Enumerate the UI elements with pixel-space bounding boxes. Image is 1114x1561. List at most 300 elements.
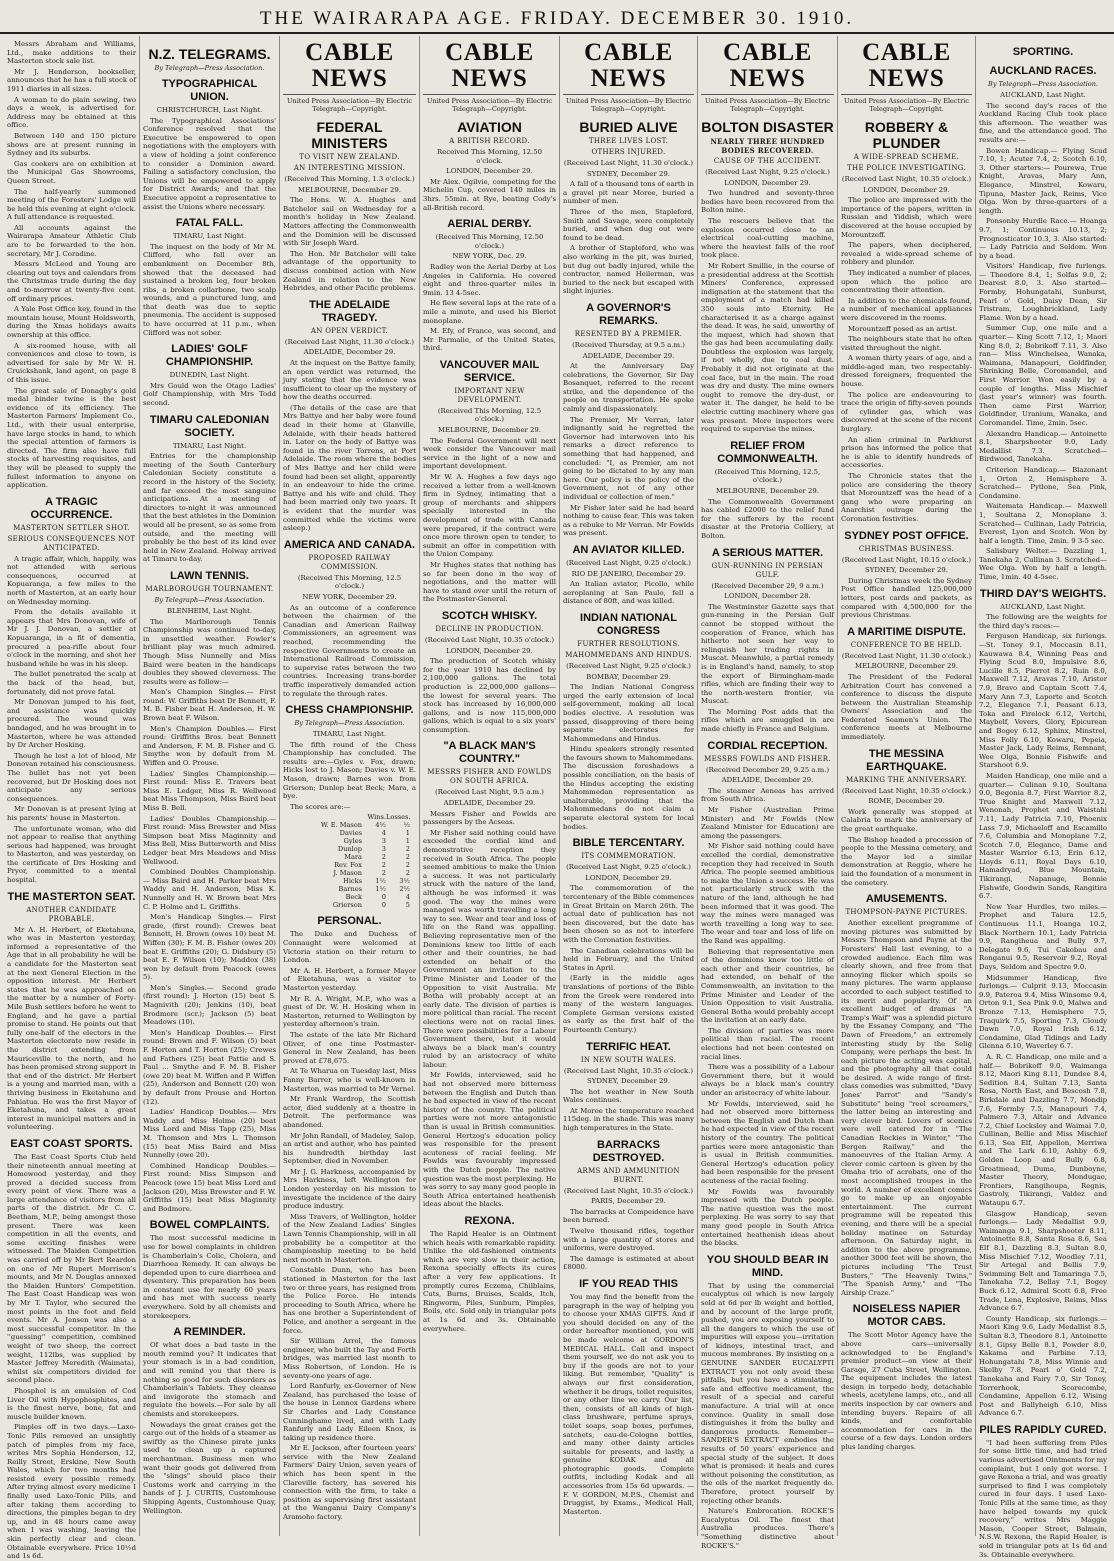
paragraph: Pimples off in two days.—Laxo-Tonic Pills removed an unsightly patch of pimples from my face, writes Mrs Sophia Henderson, 12, Reilly Street, Erskine, New South Wales, which for two months had resisted every possible remedy. After trying almost every medicine I finally used Laxo-Tonic Pills, and after taking them according to directions, the pimples began to dry up, and in 48 hours came away when I was washing, leaving the skin perfectly clear and clean. Obtainable everywhere. Price 10½d and 1s 6d. [7,1423,136,1561]
paragraph-group [841,175,972,524]
paragraph: All accounts against the Wairarapa Amateur Athletic Club are to be forwarded to the hon. secretary, Mr J. Coradine. [7,223,136,258]
paragraph: (Received Last Night, 10.15 o'clock.) [841,555,972,564]
paragraph: A brother of Stapleford, who was also working in the pit, was buried, but dug out badly injured, while the contractor, named Heilerman, was buried to the neck but escaped with slight injuries. [563,244,694,296]
paragraph: Ladies' Doubles Championship.— First round: Miss Brewster and Miss Simpson beat Miss Maginnity and Miss Bell, Miss Butterworth and Miss Ledger beat Mrs Meadows and Miss Wellwood. [143,814,276,866]
paragraph: Bowen Handicap.— Flying Scud 7.10, 1; Acuter 7.4, 2; Scotch 6.10, 3. Other starters:— Pourewa, True Knight, Aravas, Mary Ann, Elegance, Minstrel, Kowaru, Tipuna, Master Jack, Reims, Vice Olga. Won by three-quarters of a length. [979,146,1107,215]
paragraph: LONDON, December 29. [863,185,950,194]
paragraph: The division of parties was more political than racial. The recent elections had not been contested on racial lines. [701,1026,834,1061]
paragraph: Though he lost a lot of blood, Mr Donovan retained his consciousness. The bullet has not yet been recovered, but Dr Hosking does not anticipate any serious consequences. [7,751,136,803]
byline: United Press Association—By Electric Telegraph—Copyright. [844,97,969,113]
paragraph: Midsummer Handicap, five furlongs.— Culprit 9.13, Moccasin 9.9, Pateroa 9.4, Miss Winsome 9.4, Orton 9.1, Sea Pink 9.0, Malwa and Bronze 7.13, Hemisphere 7.5, Traquirk 7.5, Sporting 7.3, Cloudy Dawn 7.0, Royal Irish 6.12, Condamine, Glad Tidings and Lady Glenna 6.10, Waverley 6.7. [979,973,1107,1051]
paragraph: Morountzeff posed as an artist. [848,324,958,333]
headline: A TRAGIC OCCURRENCE. [30,495,113,521]
paragraph: A six-roomed house, with all conveniences and close to town, is advertised for sale by Mr W. H. Cruickshank, land agent, on page 8 of this issue. [7,341,136,384]
paragraph: (Received Last Night, 10.35 o'clock.) [841,175,972,183]
paragraph: DUNEDIN, Last Night. [169,371,250,380]
paragraph-group [979,1439,1107,1559]
byline: By Telegraph—Press Association. [294,719,405,728]
paragraph: Summer Cup, one mile and a quarter.— King Scott 7.12, 1; Maori King 8.0, 2; Bobrikoff 7.11, 3. Also ran— Miss Winchelsea, Wanaka, Waimana, Manapouri, Goldfinder, Shrinking Belle, Coromandel, and First Warrior. Won easily by a couple of lengths. Miss Mischief (last year's winner) was fourth. Then came First Warrior, Goldfinder, Uranium, Wanaka, and Coromandel. Time, 2min. 5sec. [979,324,1107,427]
paragraph: The steamer Aeneas has arrived from South Africa. [701,786,834,804]
paragraph-group [7,555,136,885]
paragraph: Messrs Abraham and Williams, Ltd., make additions to their Masterton stock sale list. [7,40,136,66]
paragraph: The Westminster Gazette says that gun-running in the Persian Gulf cannot be stopped without the cooperation of France, which has hitherto not seen her way to relinquish her trading rights in Muscat. Meanwhile, a partial remedy is in England's hand, namely, to stop the export of Birmingham-made rifles, which are finding their way to the north-western frontier, via Muscat. [701,602,834,706]
paragraph-group [701,582,834,734]
headline: AN AVIATOR KILLED. [572,543,685,556]
paragraph: (The details of the case are that Mrs Battye and her baby were found dead in their home at Glanville, Adelaide, with their heads battered in. Later on the body of Battye was found in the river Torrens, at Port Adelaide. The room where the bodies of Mrs Battye and her child were found had been set alight, apparently in an endeavour to hide the crime. Battye and his wife and child. They had been married only two years. It is evident that the murder was committed while the victims were asleep.) [283,403,416,533]
paragraph: The Canadian celebrations will be held in February, and the United States in April. [563,946,694,972]
paragraph: ADELAIDE, December 29. [721,776,814,785]
paragraph: Messrs McLeod and Young are clearing out toys and calendars from the Christmas trade during the day and to-morrow at twenty-five cent. off ordinary prices. [7,260,136,303]
paragraph: Three of the men, Stapleford, Smith and Savage, were completely buried, and when dug out were found to be dead. [563,207,694,242]
table-cell: 2 [381,869,386,878]
byline: By Telegraph—Press Association. [988,80,1098,88]
subheadline: DECLINE IN PRODUCTION. [435,624,544,633]
paragraph: The rescuers believe that the explosion occurred close to an electrical coal-cutting machine, where the heaviest falls of the roof took place. [701,216,834,260]
paragraph: ADELAIDE, December 29. [443,799,536,808]
paragraph: Mr John Randall, of Madeley, Salop, an artist and author, who has painted his hundredth birthday last September, died in November. [283,1131,416,1166]
paragraph: He flew several laps at the rate of a mile a minute, and used his Bleriot monoplane. [423,299,556,325]
paragraph: Ladies' Handicap Doubles.— Mrs Waddy and Miss Holme (20) beat Miss Lord and Miss Tapp (25), Miss M. Thomson and Mrs L. Thomson (15) beat Miss Baird and Miss Nunnelly (owe 20). [143,1108,276,1160]
paragraph-group [7,1153,136,1561]
headline: CORDIAL RECEPTION. [707,739,828,752]
paragraph: Miss Travers, of Wellington, holder of the New Zealand Ladies' Singles Lawn Tennis Championship, will in all probability be a competitor at the championship meeting to be held next month in Masterton. [283,1212,416,1264]
paragraph: Hindu speakers strongly resented the favours shown to Mahommedans. The discussion foreshadows a possible conciliation, on the basis of the Hindus accepting the existing Mahommedan representation as unalterable, providing that the Mahommedans do not claim a separate electoral system for local bodies. [563,745,694,831]
paragraph: Messrs Fisher and Fowlds are passengers by the Acseas. [423,809,556,827]
table-row [289,861,410,869]
paragraph: Believing that representative men of the dominions knew too little of each other and their countries, he had extended, on behalf of the Commonwealth, an invitation to the Prime Minister and Leader of the Union Opposition to visit Australia. General Botha would probably accept the invitation at an early date. [701,947,834,1025]
paragraph: MELBOURNE, December 29. [855,662,958,671]
paragraph: (Received This Morning, 12.5, o'clock.) [714,467,821,485]
paragraph: The President of the Federal Arbitration Court has convened a conference to discuss the dispute between the Australian Steamship Owners' Association and the Federated Seamen's Union. The conference meets at Melbourne immediately. [841,672,972,742]
paragraph-group [563,1293,694,1516]
paragraph: The Scott Motor Agency have the above cars—universally acknowledged to be England's premier product—on view at their Garage, 27 Cuba Street, Wellington. The equipment includes the latest design in torpedo body, detachable wheels, acetylene lamps, etc., and all merits inspection by car owners and intending buyers. Repairs of all kinds, and comfortable accommodation for cars in the course of a few days. London orders plus landing charges. [841,1331,972,1452]
paragraph-group [979,91,1107,582]
table-cell: 2 [381,861,386,870]
table-cell: 1½ [375,877,386,886]
paragraph: The Marlborough Tennis Championship was continued to-day, in unsettled weather. Fowler's brilliant play was much admired. Though Miss Nunnelly and Miss Baird were beaten in the handicaps doubles they showed cleverness. The results were as follow:— [143,617,276,686]
paragraph-group [979,603,1107,1418]
headline: TERRIFIC HEAT. [586,1040,671,1053]
table-row [289,893,410,901]
headline: IF YOU READ THIS [579,1278,678,1290]
section-title: CABLE NEWS [841,40,972,95]
paragraph: Mr Fisher (Australian Prime Minister) and Mr Fowlds (New Zealand Minister for Education) are among the passengers. [701,806,834,840]
paragraph: The Rapid Healer is an Ointment which heals with remarkable rapidity. Unlike the old-fashioned ointments which are very slow in their action, Rexona specially effects its cures after a very few applications. It promptly cures Eczema, Chilblains, Cuts, Burns, Bruises, Scalds, Itch, Ringworm, Piles, Sunburn, Pimples, Boils, etc. Sold only in triangular pots at 1s 6d and 3s. Obtainable everywhere. [423,1229,556,1333]
subheadline: THREE LIVES LOST. [588,137,669,145]
paragraph: A woman to do plain sewing, two days a week, is advertised for. Address may be obtained at this office. [7,95,136,130]
headline: EAST COAST SPORTS. [10,1137,133,1150]
paragraph: (Received Last Night, 10.35 o'clock.) [841,786,972,795]
paragraph: Entries for the championship meeting of the South Canterbury Caledonian Society constitute a record in the history of the Society, and far exceed the most sanguine anticipations. At a meeting of directors to-night it was announced that the best athletes in the Dominion would all be present, so as some from outside, and the meeting will probably be the best of its kind ever held in New Zealand. Holway arrived at Timaru to-day. [143,452,276,564]
paragraph: Two hundred and seventy-three bodies have been recovered from the Bolton mine. [701,189,834,215]
paragraph: Another excellent programme of moving pictures was submitted by Messrs Thompson and Payne at the Foresters' Hall last evening, to a crowded audience. Each film was clearly shown, and free from that annoying flicker which spoils so many pictures. The warm applause accorded to each subject testified to its merit and popularity. Of an excellent budget of dramas "A Tramp's Waif" was a splendid picture by the Essanay Company, and "The Dawn of Freedom," an extremely interesting study by the Selig Company, were perhaps the best. In each picture the acting was capital, and the photography all that could be desired. A wide range of first-class comedies was submitted, "Davy Jones' Parrot" and "Sandy's Substitute" being "reel screamers," the latter being an interesting and very clever bird. Lovers of scenics were well catered for in "The Canadian Rockies in Winter," "The Bergen Railway," and the manoeuvres of the Italian Army. A clever comic cartoon is given by the Omaha trio of acrobats, one of the most accomplished troupes in the world. A number of excellent comics go to make up an enjoyable entertainment. The current programme will be repeated this evening, and there will be a special holiday matinee on Saturday afternoon. On Saturday night, in addition to the above programme, another 3000 feet will be shown, the pictures including "The Trust Busters," "The Heavenly Twins," "The Spanish Army," and "The Airship Craze." [841,919,972,1297]
headline: BURIED ALIVE [579,119,678,135]
byline: United Press Association—By Electric Telegraph—Copyright. [566,97,691,113]
paragraph: Twelve thousand rifles, together with a large quantity of stores and uniforms, were destroyed. [563,1227,694,1253]
paragraph: A. R. C. Handicap, one mile and a half.— Bobrikoff 9.0, Waimanga 8.12, Maori King 8.11, Dundee 8.4, Sedition 8.4, Sultan 7.13, Santa Rosa, North East, and Bescosh 7.8, Birkdale and Dazzling 7.7, Mondip 7.6, Formby 7.5, Manapouri 7.4, Palmero 7.3, Altair and Advance 7.2, Chief Locksley and Waimai 7.0, Cullinan, Bellie and Miss Mischief 6.13, Sea Elf, Appellon, Merriwa and The Lark 6.10, Ashby 6.9, Golden Loop and Bully 6.8, Greatmead, Duma, Dunboyne, Master Theory, Mondugao, Frontiers, Rangihoupa, Regnis, Gastroly, Tikirangi, Valdez and Wataupu 6.7. [979,1052,1107,1208]
paragraph: A tragic affair, which, happily, was not attended with serious consequences, occurred at Kopuaranga, a few miles to the north of Masterton, at an early hour on Wednesday morning. [7,554,136,606]
column-7 [838,36,976,1536]
paragraph-group [841,556,972,620]
paragraph: SYDNEY, December 29. [865,566,948,575]
paragraph: The Commonwealth Government has cabled £2000 to the relief fund for the sufferers by the recent disaster at the Pretoria Colliery, at Bolton. [701,497,834,540]
score-table [289,813,410,909]
paragraph: There was a possibility of a Labour Government there, but it would always be a black man's country under an aristocracy of white labour. [701,1063,834,1098]
paragraph: (Received Last Night, 9.25 o'clock.) [566,661,691,670]
byline: United Press Association—By Electric Telegraph—Copyright. [705,97,830,113]
headline: A REMINDER. [173,1326,246,1339]
paragraph-group [283,730,416,811]
paragraph: At Te Wharua on Tuesday last, Miss Fanny Barrer, who is well-known in Masterton, was married to Mr Vernel. [283,1067,416,1093]
headline: ROBBERY & PLUNDER [864,119,949,151]
paragraph: The Federal Government will next week consider the Vancouver mail service in the light of a new and important development. [423,436,556,471]
paragraph: Mr Fisher later said he had heard nothing to cause fear. This was taken as a rebuke to Mr Verran. Mr Fowlds was present. [563,503,694,538]
paragraph: Mr A. H. Herbert, a former Mayor of Eketahuna, was a visitor to Masterton yesterday. [283,966,416,992]
paragraph: Mr Fisher said nothing could have exceeded the cordial kind and demonstrative reception they received in South Africa. The people seemed ambitious to make the Union a success. It was not particularly struck with the nature of the land, although he was informed it was good. The way the mines were managed was worth travelling a long way to see. Wear and tear and loss of life on the Rand was appalling. Believing representative men of the Dominions knew too little of each other and their countries, he had extended on behalf of the Government an invitation to the Prime Minister and Leader of the Opposition to visit Australia. Mr Botha will probably accept at an early date. The division of parties is more political than racial. The recent elections were not on racial lines. There were possibilities for a Labour Government there, but it would always be a black man's country ruled by an aristocracy of white labour. [423,828,556,1069]
paragraph: CHRISTCHURCH, Last Night. [156,106,263,114]
headline: TYPOGRAPHICAL UNION. [161,78,258,103]
section-title: CABLE NEWS [283,40,416,95]
subheadline: A BRITISH RECORD. [449,137,530,145]
subheadline: NEARLY THREE HUNDRED BODIES RECOVERED. [710,137,825,155]
paragraph-group [283,930,416,1521]
headline: THIRD DAY'S WEIGHTS. [979,587,1107,600]
table-cell: 2 [405,845,410,854]
paragraph: Received This Morning, 12.50 o'clock. [436,148,543,165]
table-cell: 4 [381,829,386,838]
paragraph: (Received Last Night, 10.35 o'clock.) [424,635,555,644]
paragraph: The police are endeavouring to trace the origin of fifty-seven pounds of cylinder gas, which was discovered at the scene of the recent burglary. [841,390,972,434]
subheadline: ANOTHER CANDIDATE PROBABLE. [26,905,117,923]
paragraph: Men's Champion Doubles.— First round: Griffiths Bros. beat Bennett and Anderson, F. M. B. Fisher and G. Smythe won by default from M. Wiffen and O. Prouse. [143,724,276,768]
headline: LAWN TENNIS. [170,569,249,582]
subheadline: ARMS AND AMMUNITION BURNT. [577,1166,680,1184]
paragraph: AUCKLAND, Last Night. [1000,602,1086,611]
subheadline: THOMPSON-PAYNE PICTURES. [845,908,968,917]
paragraph: BLENHEIM, Last Night. [166,606,253,615]
paragraph-group [143,1234,276,1320]
paragraph: During Christmas week the Sydney Post Office handled 125,000,000 letters, post cards and packets, as compared with 4,500,000 for the previous Christmas. [841,576,972,620]
paragraph: The Morning Post adds that the rifles which are smuggled in are made chiefly in France and Belgium. [701,707,834,734]
paragraph: The commemoration of the tercentenary of the Bible commences in Great Britain on March 26th. The actual date of publication has not been discovered, but the date has been chosen so as not to interfere with the Coronation festivities. [563,884,694,944]
paragraph-group [841,919,972,1297]
table-cell: Barnes [338,885,362,894]
table-cell: Mara [344,853,362,862]
paragraph: Glasgow Handicap, seven furlongs.— Lady Medallist 9.9, Waimanga 9.1, Sharpshooter 8.11, Antoinette 8.8, Santa Rosa 8.6, Sea Elf 8.1, Dazzling 8.3, Sultan 8.0, Miss Mischief 7.12, Woodley 7.11, Sir Artegal and Bellis 7.9, Swimming Belt and Tamaringa 7.5, Tanekaha 7.2, Bellay 7.1, Bogey Buck 6.12, Admiral Scott 6.8, Free Trade, Lena, Explosive, Reims, Miss Advance 6.7. [979,1209,1107,1313]
table-cell: 3 [381,837,386,846]
table-header [289,813,410,821]
subheadline: CONFERENCE TO BE HELD. [850,640,963,649]
paragraph: Mr E. Jackson, after fourteen years' service with the New Zealand Farmers' Dairy Union, seven years of which has been spent in the Clareville factory, has severed his connection with the firm, to take a position as supervising first assistant at the Wanganui Dairy Company's Aramoho factory. [283,1444,416,1522]
paragraph-group [143,1341,276,1515]
paragraph: Of what does a bad taste in the mouth remind you? It indicates that your stomach is in a bad condition, and will remind you that there is nothing so good for such disorders as Chamberlain's Tablets. They cleanse and invigorate the stomach and regulate the bowels.—For sale by all chemists and storekeepers. [143,1341,276,1418]
table-cell: 1 [405,829,410,838]
byline: United Press Association—By Electric Telegraph—Copyright. [427,97,552,113]
headline: LADIES' GOLF CHAMPIONSHIP. [165,343,254,369]
headline: BIBLE TERCENTARY. [572,837,685,850]
paragraph: The Typographical Associations' Conference resolved that the Executive be empowered to open negotiations with the employers with a view of holding a joint conference to consider a Dominion award. Failing a satisfactory conclusion, the Unions will be empowered to apply for District Awards; and that the Executive appoint a representative to assist the Unions where necessary. [143,116,276,211]
paragraph: (Received December 29, 9.25 a.m.) [705,765,830,774]
paragraph: Men's Handicap Doubles.— First round: Brown and F. Wilson (5) beat F. Horton and T. Horton (25); Crewes and Fathers (25) beat Pattie and S. Paul ... Smythe and F. M. B. Fisher (owe 20) beat M. Wiffen and P. Wiffen (25), Anderson and Bennett (20) won by default from Prouse and Horton (12). [143,1028,276,1106]
paragraph: (Received December 29, 9 a.m.) [711,581,824,590]
paragraph: Mr W. A. Hughes a few days ago received a letter from a well-known firm in Sydney, intimating that a group of merchants and shippers specially interested in the development of trade with Canada were prepared, if the contract were once more thrown open to tender, to submit an offer in competition with the Union Company. [423,473,556,559]
paragraph-group [841,787,972,888]
table-cell: 0 [381,893,386,902]
byline: By Telegraph—Press Association. [154,64,265,72]
subheadline: MARKING THE ANNIVERSARY. [845,775,968,784]
table-cell: 4 [405,893,410,902]
paragraph: (Received This Morning, 12.50 o'clock.) [435,233,544,250]
paragraph: MELBOURNE, December 29. [716,487,819,495]
headline: AUCKLAND RACES. [989,65,1097,77]
paragraph: The police are impressed with the importance of the papers, written in Russian and Yiddish, which were discovered at the house occupied by Morountzeff. [841,196,972,239]
paragraph: Men's Champion Singles.— First round: W. Griffiths beat Dr Bennett, F. M. B. Fisher beat H. Anderson, H. W. Brown beat F. Wilson. [143,688,277,723]
paragraph: Men's Singles.— Second grade (first round): J. Horton (15) beat S. Magnivith (20); Jenkins (10), beat Brodmore (scr.); Jackson (5) beat Meadows (10). [143,983,276,1027]
paragraph: The following are the weights for the third day's races:— [979,613,1107,630]
paragraph-group [701,766,834,1248]
headline: RELIEF FROM COMMONWEALTH. [717,439,818,465]
paragraph-group [143,232,276,337]
table-cell: 1½ [375,885,386,894]
paragraph-group [423,233,556,353]
paragraph: Mr Fisher said nothing could have excelled the cordial, demonstrative reception they had received in South Africa. The people seemed ambitious to make the Union a success. He was not particularly struck with the nature of the land, although he had been informed that it was good. The way the mines were managed was worth travelling a long way to see. The wear and tear and loss of life on the Rand was appalling. [701,842,834,945]
paragraph: MELBOURNE, December 29. [438,426,541,435]
paragraph: BOMBAY, December 29. [586,672,671,681]
paragraph: Combined Doubles Championship.— Miss Baird and H. Parker beat Mrs Waddy and H. Anderson, Miss K. Nunnelly and H. W. Brown beat Mrs C. P. Holme and L. Griffiths. [143,868,276,911]
paragraph: Mr Fowlds was favourably impressed with the Dutch people. The native question was the most perplexing. He was sorry to say that many good people in South Africa entertained heathenish ideas about the blacks. [701,1187,834,1248]
paragraph-group [143,607,276,1213]
paragraph: Mr J. Henderson, bookseller, announces that he has a full stock of 1911 diaries in all sizes. [7,67,136,93]
section-title: SPORTING. [1012,46,1074,58]
headline: TIMARU CALEDONIAN SOCIETY. [149,413,270,439]
section-title: CABLE NEWS [563,40,694,95]
paragraph: M. Efy, of France, was second, and Mr Parmalie, of the United States, third. [423,327,556,353]
headline: PILES RAPIDLY CURED. [979,1423,1107,1436]
paragraph: The hot weather in New South Wales continues. [563,1087,694,1105]
paragraph: (Received This Morning, 12.5 o'clock.) [297,573,402,591]
paragraph-group [563,341,694,538]
section-title: CABLE NEWS [701,40,834,95]
table-cell: 3½ [399,877,410,886]
table-row [289,845,410,853]
column-4 [420,36,560,1536]
paragraph: The Bishop headed a procession of people to the Messina cemetery, and the Mayor led a similar demonstration at Reggio, where he laid the foundation of a monument in the cemetery. [841,835,972,887]
subheadline: AN OPEN VERDICT. [310,326,389,335]
paragraph: Nowadays the great cranes get the cargo out of the holds of a steamer as swiftly as the Chinese pirate junks used to clean up a captured merchantman. Business men who want their goods got delivered from the "slings" should place their Customs work and carrying in the hands of J. J. CURTIS, Customhouse Shipping Agents, Customhouse Quay, Wellington. [143,1420,276,1515]
headline: BOWEL COMPLAINTS. [149,1219,270,1232]
paragraph: (Early in the middle ages translations of portions of the Bible from the Greek were rendered into many of the western languages. Complete German versions existed as early as the first half of the Fourteenth Century.) [563,974,694,1034]
paragraph: Mr J. G. Harkness, accompanied by Mrs Harkness, left Wellington for London yesterday on his mission to investigate the incidence of the dairy produce industry. [283,1167,416,1211]
headline: FEDERAL MINISTERS [311,119,388,151]
paragraph-group [701,1282,834,1550]
subheadline: PROPOSED RAILWAY COMMISSION. [308,553,391,571]
paragraph: The Premier, Mr Verran, later indignantly said he regretted the Governor had interwoven into his remarks a direct reference to something that had happened, and concluded: "I, as Premier, am not going to be dictated to by any man here. Our policy is the policy of the Government, not of any other individual or collection of men." [563,415,694,501]
headline: PERSONAL. [317,915,382,928]
paragraph-group [563,863,694,1034]
table-cell: 0 [381,901,386,910]
section-title: CABLE NEWS [423,40,556,95]
headline: A SERIOUS MATTER. [711,546,824,559]
paragraph: You may find the benefit from the paragraph in the way of helping you to choose your XMAS GIFTS. And if you should decided on any of the order hereafter mentioned, you will be made welcome at GORDON'S MEDICAL HALL. Call and inspect them yourself, we do not ask you to buy if the goods are not to your liking. But remember, "Quality" is always our first consideration, whether it be drugs, toilet requisites, or any other line we carry. Our list, then, consists of all kinds of high-class brushware, perfume sprays, toilet soaps, soap boxes, perfumes, satchets, eau-de-Cologne bottles, and many other dainty articles suitable for presents, and lastly, a genuine KODAK and all photographic goods. Complete outfits, including Kodak and all accessories from 15s 6d upwards. — F. V. GORDON, M.P.S., Chemist and Druggist, by Exams., Medical Hall, Masterton. [563,1293,694,1516]
paragraph: A fall of a thousand tons of earth in a gravel pit near Moree, buried a number of men. [563,180,694,206]
column-8 [976,36,1110,1559]
paragraph: Men's Handicap Singles.— First grade, (first round): Crewes beat Bennett, H. Brown (owes 10) beat M. Wiffen (30); F. M. B. Fisher (owes 20) beat E. Griffiths (20); G. Didsbury (5) beat E. F. Wilson (10); Maddox (38) won by default from Peacock (owes 5). [143,913,276,982]
headline: YOU SHOULD BEAR IN MIND. [706,1253,829,1279]
headline: CHESS CHAMPIONSHIP. [285,704,414,717]
paragraph: (Received This Morning, 1.3 o'clock.) [284,175,415,183]
headline: NOISELESS NAPIER MOTOR CABS. [852,1303,961,1329]
paragraph: At Moree the temperature reached 115deg. in the shade. This was many high temperatures in the State. [563,1106,694,1133]
headline: FATAL FALL. [175,217,244,230]
paragraph-group [701,168,834,434]
paragraph: An Italian aviator, Picollo, while aeroplaning at San Paulo, fell a distance of 80ft, and was killed. [563,580,694,606]
subheadline: CHRISTMAS BUSINESS. [858,544,955,553]
subheadline: RESENTED BY A PREMIER. [574,329,683,338]
paragraph-group [563,662,694,831]
table-cell: 2 [405,869,410,878]
table-cell: Davies [339,829,362,838]
paragraph: Ladies' Singles Championship.— First round: Miss E. Travers beat Miss E. Ledger, Miss R. Wellwood beat Miss Thompson, Miss Baird beat Miss B. Bell. [143,769,276,812]
paragraph: Sir William Arrol, the famous engineer, who built the Tay and Forth bridges, was married last month to Miss Robertson, of London. He is seventy-one years of age. [283,1337,416,1380]
paragraph: The inquest on the body of Mr M. Clifford, who fell over an embankment on December 8th, showed that the deceased had sustained a broken leg, four broken ribs, a broken collarbone, two scalp wounds, and a punctured lung, and that death was due to septic pneumonia. The accident is supposed to have occurred at 11 p.m., when Clifford was not sober. [143,242,276,337]
paragraph: Waitemata Handicap.— Maxwell 1, Soultana 2, Monoplane 3. Scratched— Cullinan, Lady Patricia, Everest, Lyon and Scotch. Won by half a length. Time, 2min. 9 3-5 sec. [979,502,1107,545]
paragraph: The second day's races of the Auckland Racing Club took place this afternoon. The weather was fine, and the attendance good. The results are:— [979,101,1107,144]
paragraph: From the details available it appears that Mrs Donovan, wife of Mr J. J. Donovan, a settler at Kopuaranga, in a fit of dementia, procured a pea-rifle about four o'clock in the morning, and shot her husband while he was in his sleep. [7,608,136,668]
paragraph: The production of Scotch whisky for the year 1910 has declined by 2,100,000 gallons. The total production is 22,000,000 gallons—the lowest for several years. The stock has increased by 16,000,000 gallons, and is now 115,000,000 gallons, which is equal to a six years' consumption. [423,657,556,734]
paragraph: NEW YORK, Dec. 29. [452,252,527,261]
table-row [289,829,410,837]
headline: AMERICA AND CANADA. [283,538,416,551]
table-cell: Wins. [367,813,386,822]
paragraph: SYDNEY, December 29. [587,1077,670,1086]
paragraph: Ferguson Handicap, six furlongs.—St. Toney 9.1, Moccasin 8.11, Kauwawa 8.4, Winning Peas and Flying Scud 8.0, Impulsive 8.6, Lucille 8.5, Pierrot 8.2, Ruin 8.0, Maxwell 7.12, Aravas 7.10, Aristor 7.9, Bravo and Captain Scott 7.4, Mary Ann 7.3, Laporte and Scotch 7.2, Elegance 7.1, Peasant 6.13, Toka and Firelock 6.12, Vertchi, Maybelf, Vevers, Glory, Epicurean and Bogey 6.12, Sphinx, Minstrel, Miss Folly 6.10, Kowaru, Pepeia, Master Jack, Lady Reims, Remnant, Wee Olga, Bonnie Fishwife and Starshoot 6.9. [979,632,1107,770]
headline: SYDNEY POST OFFICE. [844,529,969,542]
paragraph: LONDON, December 28. [724,592,811,601]
table-row [289,877,410,885]
headline: VANCOUVER MAIL SERVICE. [439,358,540,384]
paragraph: Mr Robert Smillie, in the course of a presidential address at the Scottish Miners' Conference, expressed indignation at the statement that the employment of a match had killed 350 souls into Eternity. He characterised it as a charge against the dead. It was, he said, unworthy of the inquest, which had shown that the gas had been accumulating daily. Doubtless the explosion was largely, if not wholly, due to coal dust. Probably it did not originate at the coal face, but in the main. The road was dry and dusty. The mine owners ought to remove the dry-dust, or water it. The danger, he held to be electric cutting machinery where gas was present. More inspectors were required to supervise the mines. [701,261,834,434]
paragraph: Lord Ranfurly, ex-Governor of New Zealand, has purchased the lease of the house in Lennox Gardens where Sir Charles and Lady Constance Cunninghame lived, and with Lady Ranfurly and Lady Eileen Knox, is taking up residence there. [283,1382,416,1442]
paragraph: ROME, December 29. [868,797,945,806]
subheadline: IMPORTANT NEW DEVELOPMENT. [454,386,525,404]
column-1 [4,36,140,1561]
table-cell: 2 [405,861,410,870]
headline: THE MASTERTON SEAT. [7,890,136,903]
paragraph: TIMARU, Last Night. [172,441,247,450]
paragraph: Criterion Handicap.— Blazonant 1, Orton 2, Hemisphere 3. Scratched— Pytlone, Sea Pink, Condamine. [979,465,1107,500]
paragraph: Mr Donovan is at present lying at his parents' house in Masterton. [7,805,136,822]
paragraph-group [7,40,136,490]
paragraph: The East Coast Sports Club held their nineteenth annual meeting at Homewood yesterday, and they proved a decided success from every point of view. There was a large attendance of visitors from all parts of the district. Mr C. C. Beetham, M.P., being amongst those present. There was keen competition in all the events, and some exciting finishes were witnessed. The Maiden Competition was carried off by Mr Bert Reardon on one of Mr Rupert Morrison's mounts, and Mr N. Douglas annexed the Maiden Hunters' Competition. The East Coast Handicap was won by Mr T. Taylor, who secured the most points in the foot and field events. Mr A. Jensen was also a most successful competitor. In the ''guessing'' competition, combined weight of two sheep, the correct weight, 112lbs, was supplied by Master Jeffrey Meredith (Waimata), whilst six competitors divided for second place. [7,1152,136,1385]
paragraph: A Yale Post Office key, found in the mountain house, Mount Holdsworth, during the Xmas holidays awaits ownership at this office. [7,305,136,339]
column-6 [698,36,838,1550]
paragraph: Mr Fowlds, interviewed, said he had not observed more bitterness between the English and Dutch than he had expected in view of the recent history of the country. The political parties were more antagonistic than is usual in British communities. General Hertzog's education policy had been responsible for the present acuteness of the racial feeling. [701,1099,834,1185]
table-cell: 2½ [399,885,410,894]
paragraph: The scores are:— [290,802,351,811]
paragraph: Mr Frank Wardrop, the Scottish actor, died suddenly at a theatre in Detroit. The performance was abandoned. [283,1095,416,1129]
paragraph: The most successful medicine in use for bowel complaints in children is Chamberlain's Colic, Cholera, and Diarrhoea Remedy. It can always be depended upon to cure diarrhoea and dysentery. This preparation has been in constant use for nearly 60 years and has met with success nearly everywhere. Sold by all chemists and storekeepers. [143,1234,276,1320]
paragraph: Mr Alex. Ogilvie, competing for the Michelin Cup, covered 140 miles in 3hrs. 55min. at Rye, beating Cody's all-British record. [423,177,556,212]
table-row [289,869,410,877]
column-2 [140,36,280,1536]
paragraph-group [563,1067,694,1133]
subheadline: AN INTERESTING MISSION. [293,164,406,172]
subheadline: MESSRS FISHER AND FOWLDS ON SOUTH AFRICA. [427,768,552,786]
subheadline: FURTHER RESOLUTIONS. [577,639,680,648]
headline: THE MESSINA EARTHQUAKE. [866,747,947,773]
paragraph: TIMARU, Last Night. [172,232,247,241]
paragraph: The Chronicle states that the police are considering the theory that Morountzeff was the head of a gang who were preparing an Anarchist outrage during the Coronation festivities. [841,472,972,523]
paragraph: Mrs Gould won the Otago Ladies' Golf Championship, with Mrs Todd second. [143,381,276,408]
headline: A MARITIME DISPUTE. [847,625,966,638]
section-title: N.Z. TELEGRAMS. [148,46,271,62]
paragraph-group [143,106,276,211]
paragraph: (Received Last Night, 10.35 o'clock.) [563,1186,694,1195]
paragraph-group [283,574,416,698]
paragraph: The barracks at Compeidence have been burned. [563,1207,694,1225]
paragraph: NEW YORK, December 29. [302,592,397,601]
table-cell: ½ [403,821,410,830]
paragraph: County Handicap, six furlongs.— Maori King 9.6, Lady Medallist 8.5, Sultan 8.3, Theodore 8.1, Antoinette 8.1, Gipsy Belle 8.1, Powder 8.0, Kakama and Parbine 7.13, Hohungatahi 7.8, Miss Winnie and Skelby 7.8, Pearl o' Gold 7.2, Tanekaha and Fairy 7.0, Sir Toney, Torrerhook, Scorecombe, Condamine, Appellon 6.12, Wising Post and Ballyheigh 6.10, Miss Advance 6.7. [979,1314,1107,1418]
paragraph: (Received Last Night, 11.30 o'clock.) [841,651,972,660]
table-cell: J. Mason [333,869,362,878]
table-cell: 5 [405,901,410,910]
paragraph-group [841,1331,972,1451]
paragraph-group [423,148,556,212]
paragraph: "I had been suffering from Piles for some little time, and had tried various advertised Ointments for my complaint, but I only got worse. I gave Rexona a trial, and was greatly surprised to find I was completely cured in four days. I used Laxo-Tonic Pills at the same time, as they have helped towards my quick recovery," writes Mrs Maggie Mason, Cooper Street, Balmain, N.S.W. Rexona, the Rapid Healer, is sold in triangular pots at 1s 6d and 3s. Obtainable everywhere. [979,1438,1107,1559]
paragraph: Visitors' Handicap, five furlongs.— Theodore 8.4, 1; Solfas 9.0, 2; Dearest 8.0, 3. Also started— Formby, Hohungatahi, Sunburst, Pearl o' Gold, Daisy Dean, Sir Tristram, Loughbrickland, Lady Flame. Won by a head. [979,262,1107,322]
paragraph: (Received Last Night, 10.35 o'clock.) [563,1066,694,1075]
paragraph-group [283,338,416,533]
paragraph: The papers, when deciphered, revealed a wide-spread scheme of robbery and plunder. [841,241,972,267]
table-row [289,885,410,893]
paragraph: (Received This Morning, 12.5 o'clock.) [437,406,542,424]
paragraph-group [563,159,694,296]
paragraph-group [423,636,556,735]
table-row [289,837,410,845]
paragraph: PARIS, December 29. [591,1197,666,1206]
paragraph: The bullet penetrated the scalp at the back of the head, but, fortunately, did not prove fatal. [7,670,136,696]
subheadline: MASTERTON SETTLER SHOT. [13,523,130,532]
subheadline: MESSRS FOWLDS AND FISHER. [704,754,831,763]
paragraph: (Received Last Night, 9.25 o'clock.) [566,558,691,567]
paragraph: (Received Last Night, 11.30 o'clock.) [284,337,415,346]
paragraph: Ponsonby Hurdle Race.— Hoanga 9.7, 1; Continuous 10.13, 2; Prognosticator 10.3, 3. Also started:— Lady Patricia and Seldom. Won by a head. [979,217,1107,260]
subheadline: TO VISIT NEW ZEALAND. [299,153,400,161]
paragraph: New Year Hurdles, two miles.— Prophet and Taiura 12.5, Continuous 11.1, Hoanga 10.2, Black Northern 10.1, Lady Patricia 9.9, Rangiheua and Bully 9.7, Delegate 9.6, Tui Cakobau and Ronganui 9.5, Reservoir 9.2, Royal Days, Seldom and Spectre 9.0. [979,902,1107,971]
subheadline: CAUSE OF THE ACCIDENT. [713,157,822,165]
headline: AMUSEMENTS. [865,893,948,906]
paragraph: ADELAIDE, December 29. [303,348,396,357]
headline: BOLTON DISASTER [701,119,834,135]
paragraph: RIO DE JANEIRO, December 29. [571,569,686,578]
table-row [289,901,410,909]
table-cell: Losses. [386,813,411,822]
paragraph: Radley won the Aerial Derby at Los Angeles in California. He covered eight and three-quarter miles in 9min. 13 4-5sec. [423,262,556,297]
paragraph: Combined Handicap Doubles.— First round: Miss Simpson and Peacock (owe 15) beat Miss Lord and Jackson (20), Miss Brewster and F. W. Griffiths (15) beat Miss Maginnity and Bodmore. [143,1161,276,1213]
paragraph: The great sale of Donaghy's gold medal binder twine is the best evidence of its efficiency. The Masterton Farmers' Implement Co., Ltd., with their usual enterprise, have large stocks in hand, to which the special attention of farmers is directed. The firm also have full stocks of harvesting requisites, and they will be pleased to supply the fullest information to anyone on application. [7,386,136,490]
paragraph: In addition to the chemicals found, a number of mechanical appliances were discovered in the rooms. [841,296,972,322]
paragraph: AUCKLAND, Last Night. [1000,91,1086,99]
paragraph: Mr Fowlds, interviewed, said he had not observed more bitterness between the English and Dutch than he had expected in view of the recent history of the country. The political parties were not more antagonistic than is usual in British communities. General Hertzog's education policy was responsible for the present acuteness of racial feeling. Mr Fowlds was favourably impressed with the Dutch people. The native question was the most perplexing. He was sorry to say many good people in South Africa entertained heathenish ideas about the blacks. [423,1071,556,1209]
table-cell: W. E. Mason [320,821,362,830]
paragraph: Work generally was stopped at Calabria to mark the anniversary of the great earthquake. [841,807,972,834]
paragraph: Salisbury Welter.— Dazzling 1, Tanekaha 2, Cullinan 3. Scratched— Wee Olga. Won by half a length. Time, 1min. 40 4-5sec. [979,547,1107,582]
paragraph: The fifth round of the Chess Championship has concluded. The results are:—Gyles v. Fox, drawn; Hicks lost to J. Mason; Davies v. W. E. Mason, drawn; Barnes won from Grierson; Dunlop beat Beck; Mara, a bye. [283,740,416,801]
paragraph: Between 140 and 150 picture shows are at present running in Sydney and its suburbs. [7,131,136,158]
paragraph: Nature's Embrocation. ROCKE'S Eucalyptus Oil. The finest that Australia produces. There's "Something distinctive about ROCKE'S." [701,1507,834,1550]
paragraph: LONDON, December 29. [446,167,533,176]
